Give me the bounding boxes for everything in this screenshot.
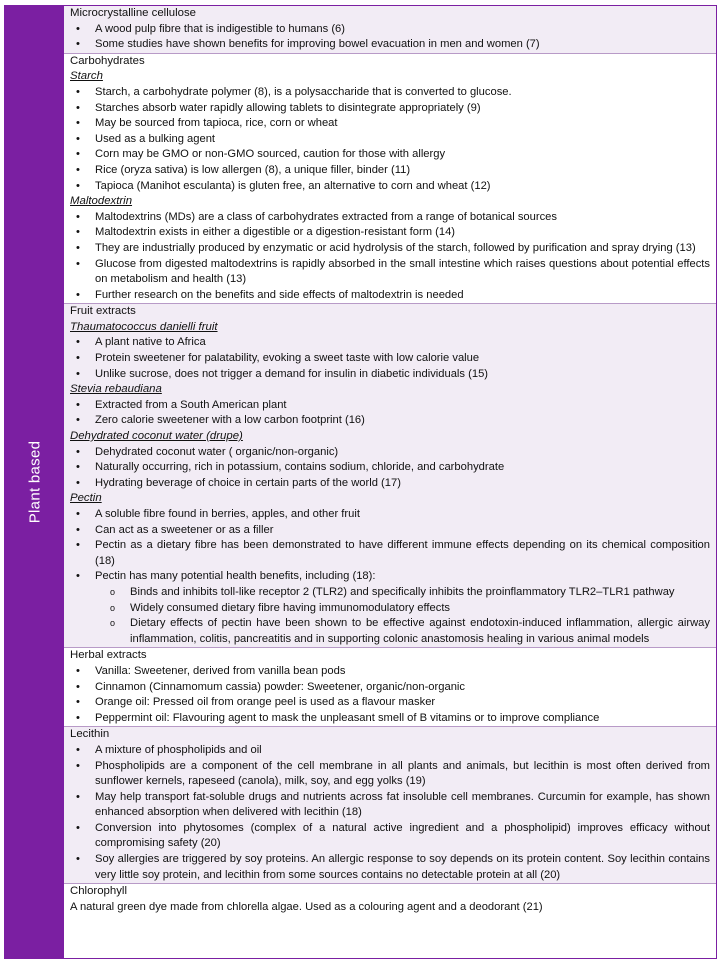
list-item: • Extracted from a South American plant (70, 398, 710, 414)
list-item: • Corn may be GMO or non-GMO sourced, caution for those with allergy (70, 147, 710, 163)
list-item: • Cinnamon (Cinnamomum cassia) powder: Sweetener, organic/non-organic (70, 680, 710, 696)
section-title: Herbal extracts (70, 649, 147, 662)
list-item: • Starch, a carbohydrate polymer (8), is a polysaccharide that is converted to glucose. (70, 85, 710, 101)
section-microcrystalline-cellulose (64, 6, 716, 54)
list-item: • Can act as a sweetener or as a filler (70, 523, 710, 539)
section-title: Carbohydrates (70, 54, 145, 67)
category-sidebar (5, 6, 64, 958)
category-label: Plant based (26, 440, 43, 524)
section-carbohydrates (64, 54, 716, 305)
bullet-list (70, 85, 710, 194)
list-item: • Rice (oryza sativa) is low allergen (8), a unique filler, binder (11) (70, 163, 710, 179)
bullet-list (70, 210, 710, 304)
list-item: • Maltodextrins (MDs) are a class of carbohydrates extracted from a range of botanical sources (70, 210, 710, 226)
bullet-list (70, 664, 710, 726)
list-item: • Vanilla: Sweetener, derived from vanilla bean pods (70, 664, 710, 680)
list-item: • May be sourced from tapioca, rice, corn or wheat (70, 116, 710, 132)
section-chlorophyll (64, 884, 716, 915)
bullet-list (70, 398, 710, 429)
sub-list-item: o Binds and inhibits toll-like receptor 2 (TLR2) and specifically inhibits the proinflammatory TLR2–TLR1 pathway (70, 585, 710, 601)
list-item: • A plant native to Africa (70, 335, 710, 351)
list-item: • Used as a bulking agent (70, 132, 710, 148)
list-item: • Naturally occurring, rich in potassium, contains sodium, chloride, and carbohydrate (70, 460, 710, 476)
list-item: • Tapioca (Manihot esculanta) is gluten free, an alternative to corn and wheat (12) (70, 179, 710, 195)
bullet-list (70, 445, 710, 492)
list-item: • Protein sweetener for palatability, evoking a sweet taste with low calorie value (70, 351, 710, 367)
section-lecithin (64, 727, 716, 884)
section-herbal-extracts (64, 648, 716, 727)
section-title: Lecithin (70, 728, 110, 741)
list-item: • Some studies have shown benefits for improving bowel evacuation in men and women (7) (70, 37, 710, 53)
section-title: Fruit extracts (70, 305, 136, 318)
list-item: • A wood pulp fibre that is indigestible to humans (6) (70, 22, 710, 38)
subsection-title: Starch (70, 70, 103, 83)
subsection-title: Pectin (70, 492, 102, 505)
bullet-list (70, 22, 710, 53)
list-item: • Starches absorb water rapidly allowing tablets to disintegrate appropriately (9) (70, 101, 710, 117)
subsection-title: Maltodextrin (70, 195, 133, 208)
list-item: • Pectin as a dietary fibre has been demonstrated to have different immune effects depending on its chemical composition (18) (70, 538, 710, 569)
list-item: • A mixture of phospholipids and oil (70, 743, 710, 759)
list-item: • Pectin has many potential health benefits, including (18): (70, 569, 710, 585)
list-item: • Maltodextrin exists in either a digestible or a digestion-resistant form (14) (70, 225, 710, 241)
list-item: • Dehydrated coconut water ( organic/non-organic) (70, 445, 710, 461)
list-item: • May help transport fat-soluble drugs and nutrients across fat insoluble cell membranes. Curcumin for example, has shown enhanced absorption when delivered with lecithin (18) (70, 790, 710, 821)
list-item: • Further research on the benefits and side effects of maltodextrin is needed (70, 288, 710, 304)
plant-based-table (4, 5, 717, 959)
section-title: Microcrystalline cellulose (70, 7, 196, 19)
list-item: • Conversion into phytosomes (complex of a natural active ingredient and a phospholipid) improves efficacy without compromising safety (20) (70, 821, 710, 852)
bullet-list (70, 743, 710, 883)
subsection-title: Thaumatococcus danielli fruit (70, 320, 218, 333)
list-item: • Unlike sucrose, does not trigger a demand for insulin in diabetic individuals (15) (70, 367, 710, 383)
list-item: • Glucose from digested maltodextrins is rapidly absorbed in the small intestine which raises questions about potential effects on metabolism and health (13) (70, 257, 710, 288)
section-fruit-extracts (64, 304, 716, 648)
subsection-title: Stevia rebaudiana (70, 383, 162, 396)
list-item: • Peppermint oil: Flavouring agent to mask the unpleasant smell of B vitamins or to improve compliance (70, 711, 710, 727)
section-title: Chlorophyll (70, 885, 127, 898)
list-item: • Hydrating beverage of choice in certain parts of the world (17) (70, 476, 710, 492)
sub-list-item: o Widely consumed dietary fibre having immunomodulatory effects (70, 601, 710, 617)
list-item: • Phospholipids are a component of the cell membrane in all plants and animals, but lecithin is most often derived from sunflower kernels, rapeseed (canola), milk, soy, and egg yolks (19) (70, 759, 710, 790)
list-item: • Soy allergies are triggered by soy proteins. An allergic response to soy depends on its protein content. Soy lecithin contains very little soy protein, and lecithin from some sources contains no detectable protein at all (20) (70, 852, 710, 883)
list-item: • Zero calorie sweetener with a low carbon footprint (16) (70, 413, 710, 429)
list-item: • Orange oil: Pressed oil from orange peel is used as a flavour masker (70, 695, 710, 711)
bullet-list (70, 335, 710, 382)
list-item: • A soluble fibre found in berries, apples, and other fruit (70, 507, 710, 523)
table-content (64, 6, 716, 958)
sub-list-item: o Dietary effects of pectin have been shown to be effective against endotoxin-induced inflammation, allergic airway inflammation, colitis, pancreatitis and in supporting colonic anastomosis healing in various animal models (70, 616, 710, 647)
list-item: • They are industrially produced by enzymatic or acid hydrolysis of the starch, followed by purification and spray drying (13) (70, 241, 710, 257)
section-text: A natural green dye made from chlorella algae. Used as a colouring agent and a deodorant (21) (70, 900, 543, 913)
subsection-title: Dehydrated coconut water (drupe) (70, 430, 243, 443)
bullet-list (70, 507, 710, 647)
